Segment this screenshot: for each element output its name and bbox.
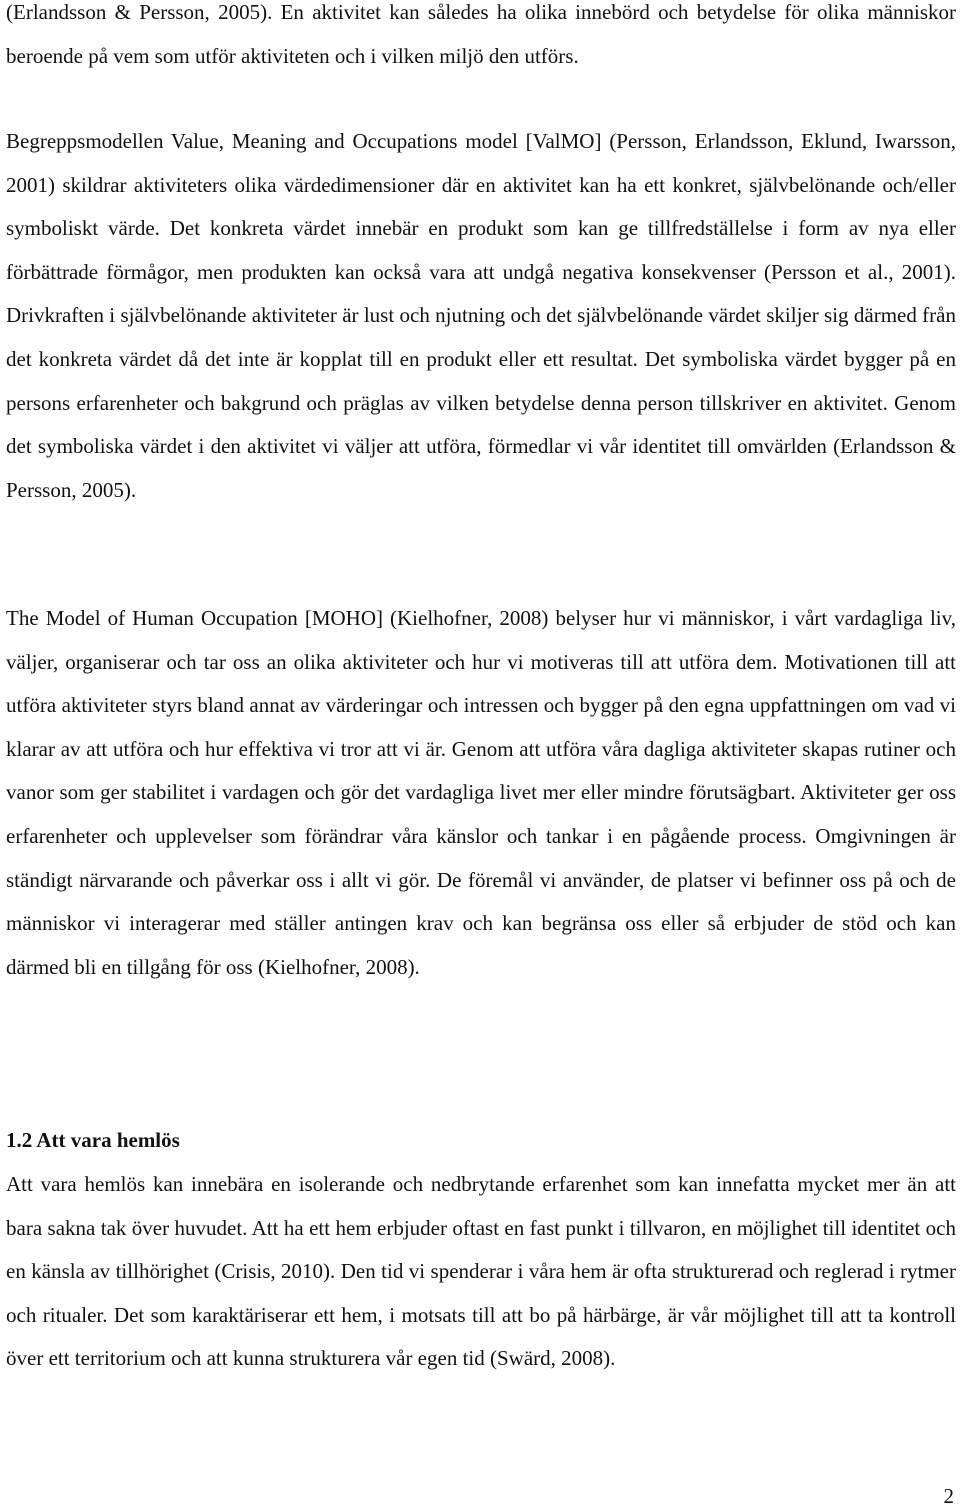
paragraph-homelessness: Att vara hemlös kan innebära en isolerande och nedbrytande erfarenhet som kan innefatta mycket mer än att bara sakna tak över huvudet. Att ha ett hem erbjuder oftast en fast punkt i tillvaron, en möjlighet till identitet och en känsla av tillhörighet (Crisis, 2010). Den tid vi spenderar i våra hem är ofta strukturerad och reglerad i rytmer och ritualer. Det som karaktäriserar ett hem, i motsats till att bo på härbärge, är vår möjlighet till att ta kontroll över ett territorium och att kunna strukturera vår egen tid (Swärd, 2008).: [6, 1172, 956, 1371]
page-number: 2: [943, 1484, 954, 1508]
paragraph-moho: The Model of Human Occupation [MOHO] (Kielhofner, 2008) belyser hur vi människor, i vårt vardagliga liv, väljer, organiserar och tar oss an olika aktiviteter och hur vi motiveras till att utföra dem. Motivationen till att utföra aktiviteter styrs bland annat av värderingar och intressen och bygger på den egna uppfattningen om vad vi klarar av att utföra och hur effektiva vi tror att vi är. Genom att utföra våra dagliga aktiviteter skapas rutiner och vanor som ger stabilitet i vardagen och gör det vardagliga livet mer eller mindre förutsägbart. Aktiviteter ger oss erfarenheter och upplevelser som förändrar våra känslor och tankar i en pågående process. Omgivningen är ständigt närvarande och påverkar oss i allt vi gör. De föremål vi använder, de platser vi befinner oss på och de människor vi interagerar med ställer antingen krav och kan begränsa oss eller så erbjuder de stöd och kan därmed bli en tillgång för oss (Kielhofner, 2008).: [6, 606, 956, 979]
paragraph-valmo: Begreppsmodellen Value, Meaning and Occupations model [ValMO] (Persson, Erlandsson, Eklund, Iwarsson, 2001) skildrar aktiviteters olika värdedimensioner där en aktivitet kan ha ett konkret, självbelönande och/eller symboliskt värde. Det konkreta värdet innebär en produkt som kan ge tillfredställelse i form av nya eller förbättrade förmågor, men produkten kan också vara att undgå negativa konsekvenser (Persson et al., 2001). Drivkraften i självbelönande aktiviteter är lust och njutning och det självbelönande värdet skiljer sig därmed från det konkreta värdet då det inte är kopplat till en produkt eller ett resultat. Det symboliska värdet bygger på en persons erfarenheter och bakgrund och präglas av vilken betydelse denna person tillskriver en aktivitet. Genom det symboliska värdet i den aktivitet vi väljer att utföra, förmedlar vi vår identitet till omvärlden (Erlandsson & Persson, 2005).: [6, 129, 956, 502]
paragraph-continuation: (Erlandsson & Persson, 2005). En aktivitet kan således ha olika innebörd och betydelse för olika människor beroende på vem som utför aktiviteten och i vilken miljö den utförs.: [6, 0, 956, 68]
section-heading: 1.2 Att vara hemlös: [6, 1128, 180, 1152]
